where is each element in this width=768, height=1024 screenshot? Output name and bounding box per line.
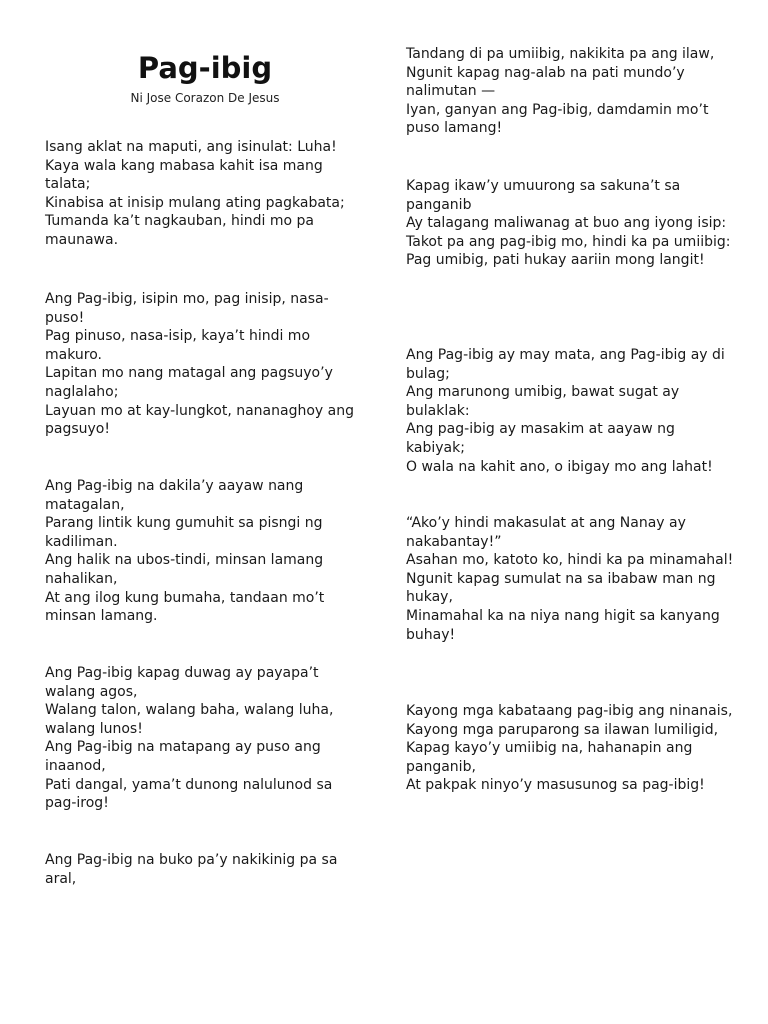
poem-line: Takot pa ang pag-ibig mo, hindi ka pa umiibig: [406, 233, 731, 250]
poem-line: Tumanda ka’t nagkauban, hindi mo pa maunawa. [45, 213, 315, 248]
poem-line: Tandang di pa umiibig, nakikita pa ang ilaw, [406, 46, 715, 62]
stanza [45, 477, 365, 626]
poem-title: Pag-ibig [137, 51, 273, 85]
poem-line: Isang aklat na maputi, ang isinulat: Luha! [45, 139, 337, 155]
poem-line: Pag umibig, pati hukay aariin mong langit! [406, 252, 705, 269]
poem-line: Kapag ikaw’y umuurong sa sakuna’t sa panganib [406, 178, 681, 213]
poem-line: Ay talagang maliwanag at buo ang iyong isip: [406, 215, 727, 232]
poem-line: Ang Pag-ibig, isipin mo, pag inisip, nasa-puso! [45, 291, 329, 326]
poem-line: Ngunit kapag sumulat na sa ibabaw man ng hukay, [406, 570, 716, 606]
poem-line: Ngunit kapag nag-alab na pati mundo’y nalimutan — [406, 64, 685, 100]
stanza [406, 45, 736, 138]
poem-line: Asahan mo, katoto ko, hindi ka pa minamahal! [406, 552, 734, 569]
poem-line: Kaya wala kang mabasa kahit isa mang talata; [45, 157, 323, 193]
stanza [406, 177, 736, 270]
poem-line: Pag pinuso, nasa-isip, kaya’t hindi mo makuro. [45, 328, 311, 363]
poem-line: Ang pag-ibig ay masakim at aayaw ng kabiyak; [406, 421, 675, 456]
poem-line: At pakpak ninyo’y masusunog sa pag-ibig! [406, 777, 705, 794]
poem-line: Kayong mga paruparong sa ilawan lumiligid, [406, 721, 719, 738]
poem-line: Minamahal ka na niya nang higit sa kanyang buhay! [406, 607, 720, 643]
poem-line: Ang halik na ubos-tindi, minsan lamang nahalikan, [45, 552, 324, 587]
poem-line: Parang lintik kung gumuhit sa pisngi ng kadiliman. [45, 515, 323, 550]
poem-line: At ang ilog kung bumaha, tandaan mo’t minsan lamang. [45, 589, 325, 625]
poem-line: Kayong mga kabataang pag-ibig ang ninanais, [406, 703, 733, 719]
poem-line: “Ako’y hindi makasulat at ang Nanay ay nakabantay!” [406, 515, 686, 550]
poem-line: Iyan, ganyan ang Pag-ibig, damdamin mo’t puso lamang! [406, 101, 709, 137]
poem-line: O wala na kahit ano, o ibigay mo ang lahat! [406, 458, 713, 475]
poem-line: Kinabisa at inisip mulang ating pagkabata; [45, 194, 345, 211]
stanza [406, 514, 736, 644]
stanza [45, 138, 365, 250]
poem-line: Pati dangal, yama’t dunong nalulunod sa pag-irog! [45, 776, 333, 812]
stanza [406, 702, 736, 795]
stanza [45, 290, 365, 439]
poem-line: Ang Pag-ibig na matapang ay puso ang inaanod, [45, 739, 321, 774]
poem-line: Layuan mo at kay-lungkot, nananaghoy ang pagsuyo! [45, 402, 354, 438]
poem-line: Ang marunong umibig, bawat sugat ay bulaklak: [406, 384, 680, 419]
poem-line: Ang Pag-ibig na dakila’y aayaw nang matagalan, [45, 478, 304, 513]
poem-line: Lapitan mo nang matagal ang pagsuyo’y naglalaho; [45, 365, 333, 400]
poem-line: Ang Pag-ibig ay may mata, ang Pag-ibig ay di bulag; [406, 347, 725, 382]
poem-line: Walang talon, walang baha, walang luha, walang lunos! [45, 702, 334, 737]
poem-line: Ang Pag-ibig na buko pa’y nakikinig pa sa aral, [45, 852, 338, 887]
stanza [45, 851, 365, 888]
stanza [45, 664, 365, 813]
poem-line: Ang Pag-ibig kapag duwag ay payapa’t walang agos, [45, 665, 319, 700]
poem-line: Kapag kayo’y umiibig na, hahanapin ang panganib, [406, 740, 693, 775]
stanza [406, 346, 736, 476]
poem-author: Ni Jose Corazon De Jesus [130, 91, 280, 105]
